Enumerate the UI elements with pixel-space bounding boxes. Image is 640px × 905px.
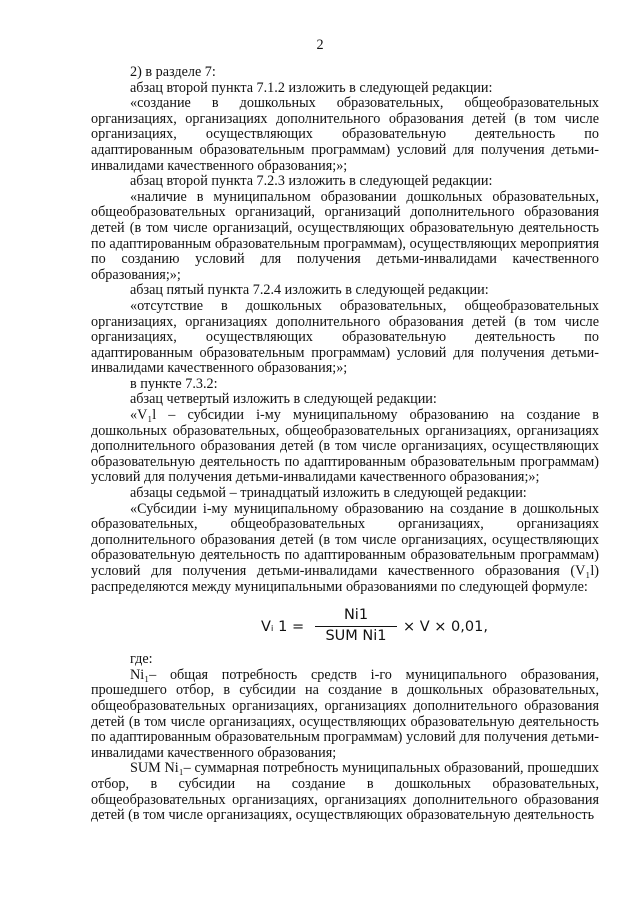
paragraph: «Субсидии i-му муниципальному образованию на создание в дошкольных образовательных, общеобразовательных организациях, организациях дополнительного образования детей (в том числе организациях, осуществляющих образовательную деятельность по адаптированным образовательным программам) условий для получения детьми-инвалидами качественного образования (V₁l) распределяются между муниципальными образованиями по следующей формуле: [91, 500, 599, 595]
paragraph: SUM Ni₁– суммарная потребность муниципальных образований, прошедших отбор, в субсидии на создание в дошкольных образовательных, общеобразовательных организациях, организациях дополнительного образования детей (в том числе организациях, осуществляющих образовательную деятельность [91, 760, 599, 824]
formula-fraction [315, 608, 397, 644]
paragraph: абзац пятый пункта 7.2.4 изложить в следующей редакции: [130, 282, 489, 299]
document-body [91, 65, 599, 824]
page-number: 2 [316, 37, 324, 53]
formula-lhs: Vᵢ 1 = [261, 619, 305, 636]
formula-denominator: SUM Ni1 [315, 626, 397, 645]
paragraph: «наличие в муниципальном образовании дошкольных образовательных, общеобразовательных организаций, организаций дополнительного образования детей (в том числе организаций, осуществляющих образовательную деятельность по адаптированным образовательным программам), осуществляющих мероприятия по созданию условий для получения детьми-инвалидами качественного образования;»; [91, 188, 599, 283]
paragraph: абзацы седьмой – тринадцатый изложить в следующей редакции: [130, 485, 527, 502]
paragraph: где: [130, 651, 153, 668]
formula-numerator: Ni1 [343, 607, 369, 624]
paragraph: абзац второй пункта 7.1.2 изложить в следующей редакции: [130, 79, 493, 96]
paragraph: в пункте 7.3.2: [130, 375, 218, 392]
distribution-formula [91, 595, 599, 652]
paragraph: абзац второй пункта 7.2.3 изложить в следующей редакции: [130, 173, 493, 190]
paragraph: «создание в дошкольных образовательных, общеобразовательных организациях, организациях дополнительного образования детей (в том числе организациях, осуществляющих образовательную деятельность по адаптированным образовательным программам) условий для получения детьми-инвалидами качественного образования;»; [91, 95, 599, 174]
paragraph: «V₁l – субсидии i-му муниципальному образованию на создание в дошкольных образовательных, общеобразовательных организациях, организациях дополнительного образования детей (в том числе организациях, осуществляющих образовательную деятельность по адаптированным образовательным программам) условий для получения детьми-инвалидами качественного образования;»; [91, 407, 599, 486]
paragraph: 2) в разделе 7: [130, 64, 216, 80]
formula-rhs: × V × 0,01, [403, 619, 488, 636]
paragraph: абзац четвертый изложить в следующей редакции: [130, 391, 437, 408]
paragraph: Ni₁– общая потребность средств i-го муниципального образования, прошедшего отбор, в субсидии на создание в дошкольных образовательных, общеобразовательных организациях, организациях дополнительного образования детей (в том числе организациях, осуществляющих образовательную деятельность по адаптированным образовательным программам) условий для получения детьми-инвалидами качественного образования; [91, 666, 599, 761]
paragraph: «отсутствие в дошкольных образовательных, общеобразовательных организациях, организациях дополнительного образования детей (в том числе организациях, осуществляющих образовательную деятельность по адаптированным образовательным программам) условий для получения детьми-инвалидами качественного образования;»; [91, 297, 599, 377]
